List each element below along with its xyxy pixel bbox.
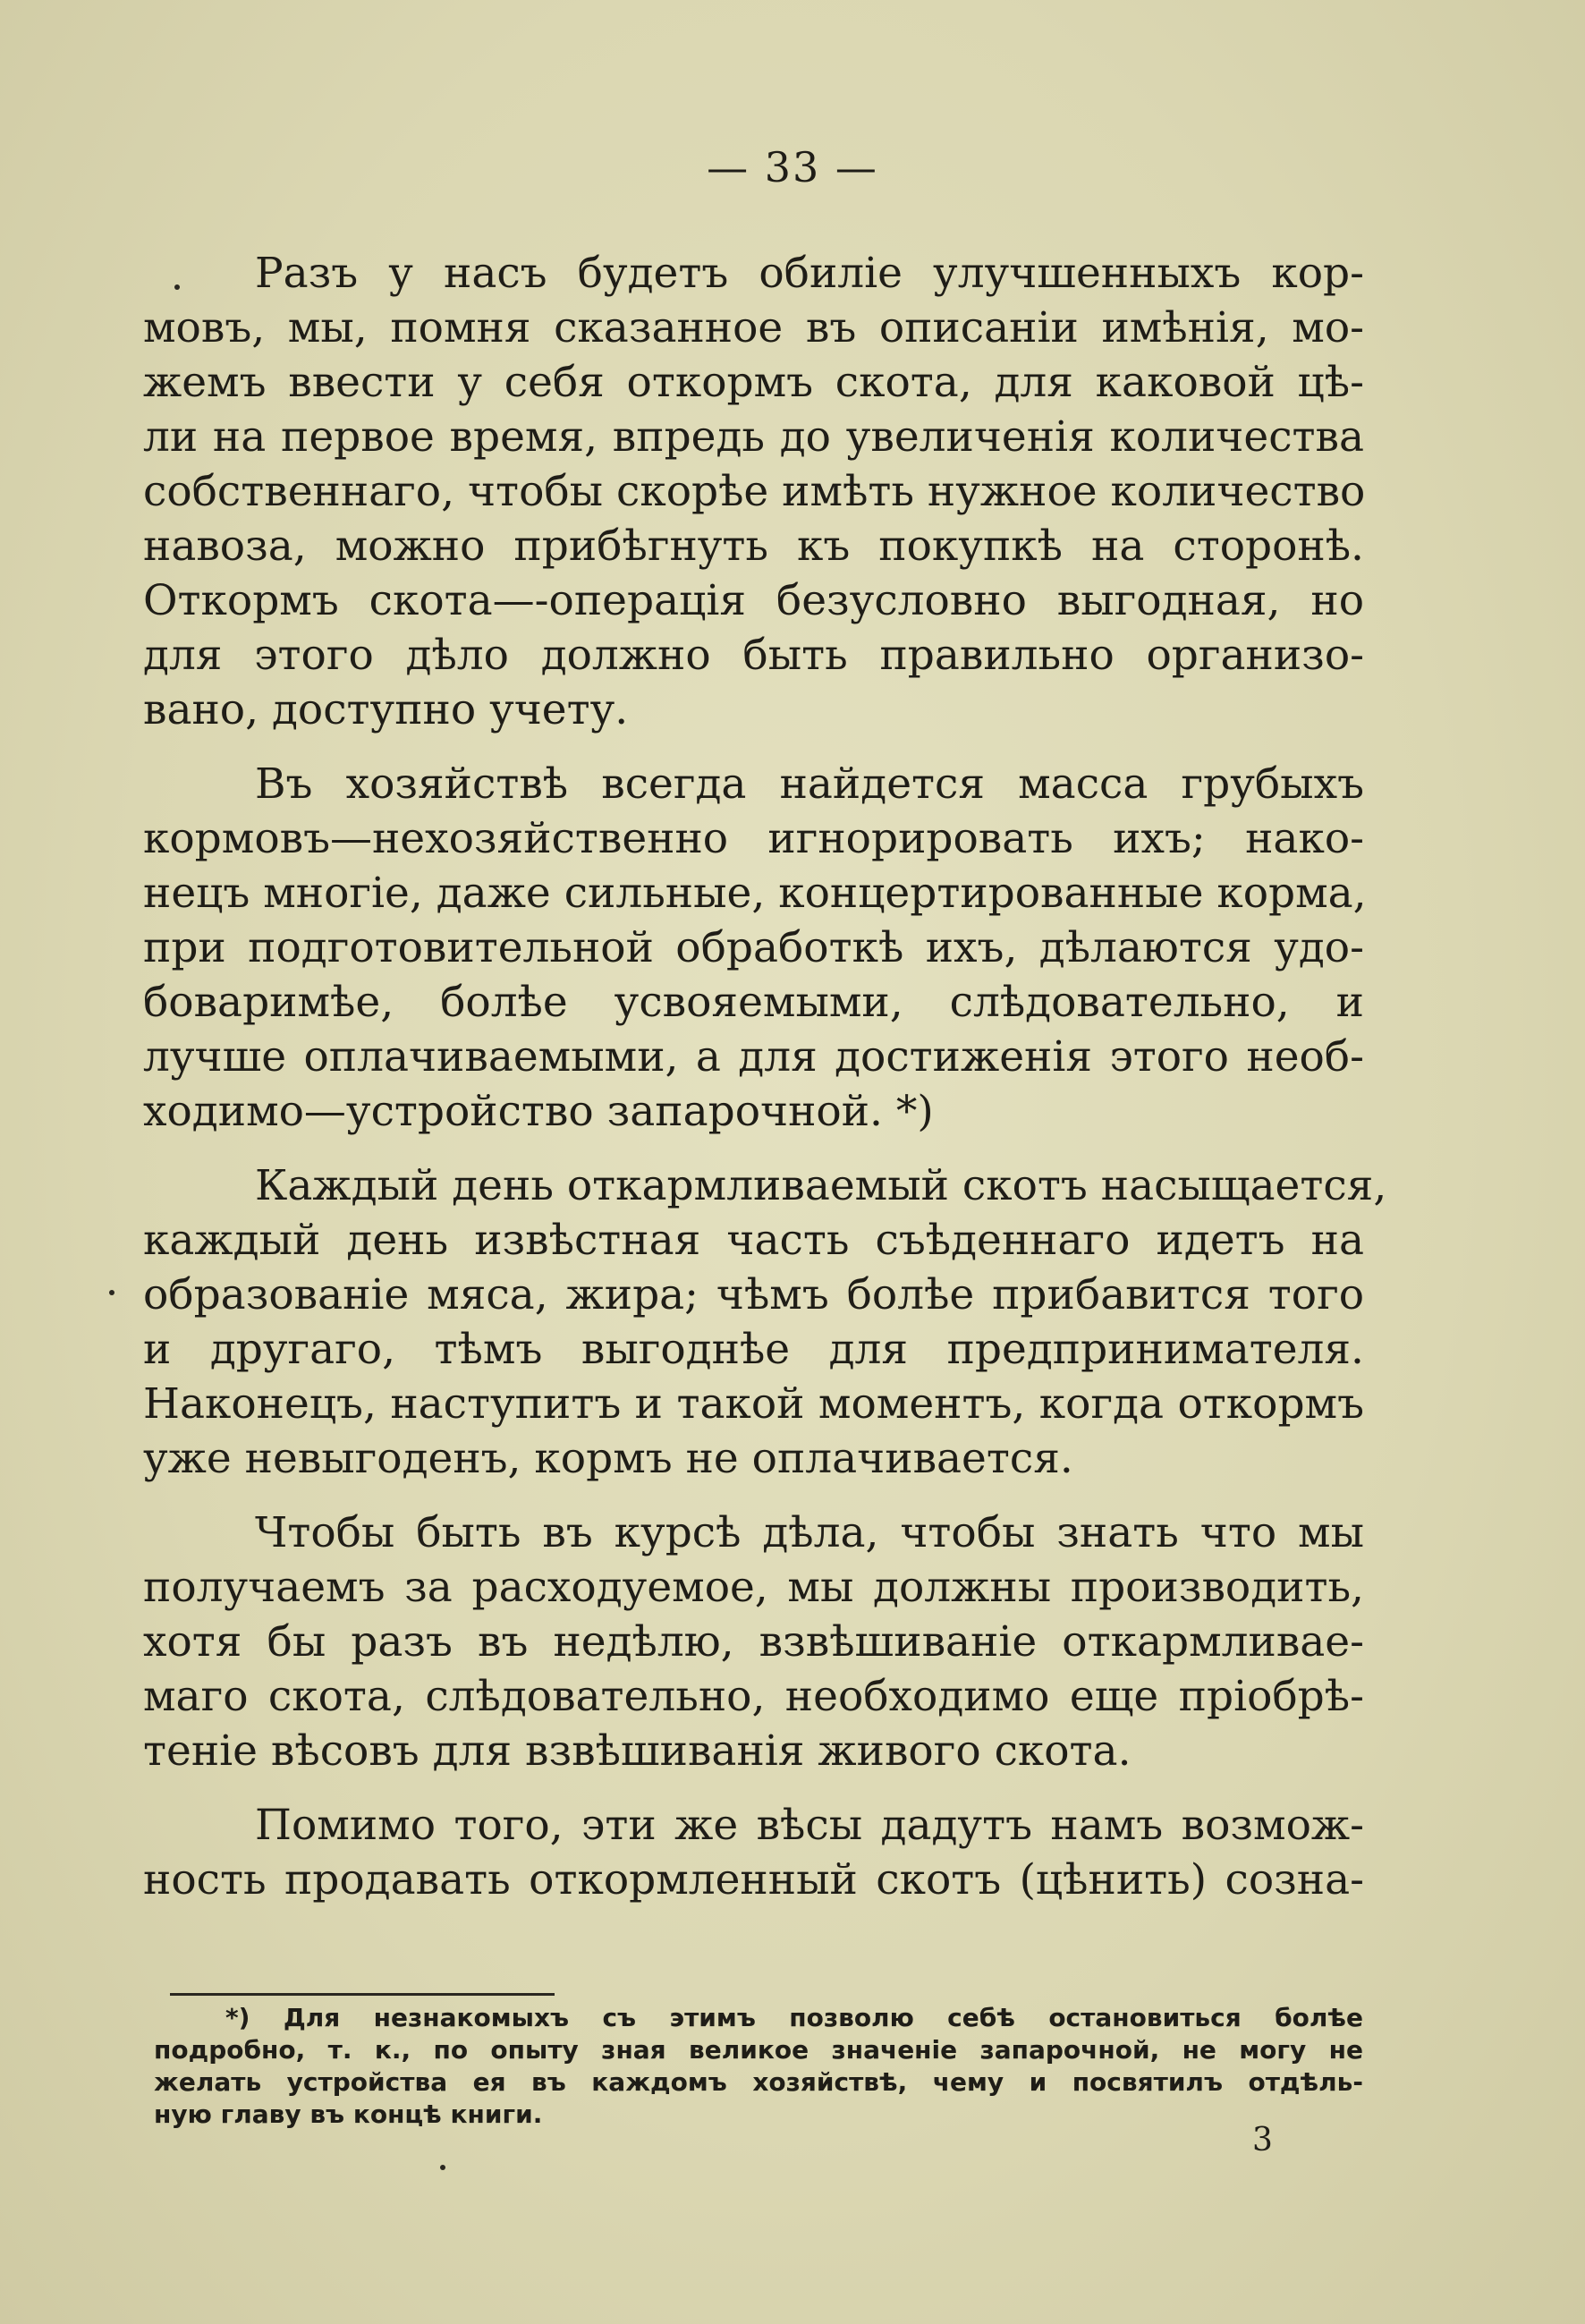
footnote-divider: [170, 1993, 555, 1996]
footnote-line: *) Для незнакомыхъ съ этимъ позволю себѣ остановиться болѣе: [225, 2003, 1363, 2032]
text-line: ность продавать откормленный скотъ (цѣнить) созна-: [143, 1855, 1364, 1904]
text-line: при подготовительной обработкѣ ихъ, дѣлаются удо-: [143, 923, 1364, 972]
text-line: хотя бы разъ въ недѣлю, взвѣшиваніе откармливае-: [143, 1617, 1364, 1667]
text-line: получаемъ за расходуемое, мы должны производить,: [143, 1563, 1364, 1612]
text-line: Помимо того, эти же вѣсы дадутъ намъ возмож-: [255, 1801, 1364, 1850]
footnote: [154, 2002, 1363, 2131]
main-text: [143, 246, 1387, 1927]
paragraph-1: [143, 246, 1364, 737]
text-line: Наконецъ, наступитъ и такой моментъ, когда откормъ: [143, 1379, 1364, 1429]
text-line: и другаго, тѣмъ выгоднѣе для предпринимателя.: [143, 1325, 1364, 1374]
text-line: уже невыгоденъ, кормъ не оплачивается.: [143, 1434, 1073, 1483]
text-line: навоза, можно прибѣгнуть къ покупкѣ на сторонѣ.: [143, 522, 1364, 571]
text-line: кормовъ—нехозяйственно игнорировать ихъ; нако-: [143, 814, 1364, 863]
paragraph-2: [143, 757, 1367, 1139]
text-line: собственнаго, чтобы скорѣе имѣть нужное количество: [143, 467, 1366, 516]
paragraph-5: [143, 1798, 1364, 1907]
paragraph-3: [143, 1158, 1387, 1486]
text-line: Разъ у насъ будетъ обиліе улучшенныхъ кор-: [255, 249, 1364, 298]
text-line: вано, доступно учету.: [143, 685, 629, 734]
footnote-line: желать устройства ея въ каждомъ хозяйствѣ, чему и посвятилъ отдѣль-: [154, 2067, 1363, 2097]
text-line: боваримѣе, болѣе усвояемыми, слѣдовательно, и: [143, 978, 1364, 1027]
text-line: теніе вѣсовъ для взвѣшиванія живого скота.: [143, 1726, 1132, 1776]
text-line: ли на первое время, впредь до увеличенія количества: [143, 412, 1364, 462]
text-line: Въ хозяйствѣ всегда найдется масса грубыхъ: [255, 759, 1364, 809]
text-line: лучше оплачиваемыми, а для достиженія этого необ-: [143, 1032, 1364, 1081]
text-line: жемъ ввести у себя откормъ скота, для каковой цѣ-: [143, 358, 1364, 407]
text-line: маго скота, слѣдовательно, необходимо еще пріобрѣ-: [143, 1672, 1364, 1721]
signature-mark: 3: [1252, 2122, 1273, 2159]
text-line: Каждый день откармливаемый скотъ насыщается,: [255, 1161, 1387, 1210]
footnote-line: ную главу въ концѣ книги.: [154, 2099, 543, 2129]
page-number: — 33 —: [707, 143, 878, 191]
text-line: для этого дѣло должно быть правильно организо-: [143, 631, 1364, 680]
text-line: Откормъ скота—-операція безусловно выгодная, но: [143, 576, 1364, 625]
text-line: образованіе мяса, жира; чѣмъ болѣе прибавится того: [143, 1270, 1364, 1319]
paragraph-4: [143, 1506, 1364, 1778]
text-line: мовъ, мы, помня сказанное въ описаніи имѣнія, мо-: [143, 303, 1364, 352]
print-speck: [174, 284, 180, 290]
text-line: нецъ многіе, даже сильные, концертированные корма,: [143, 869, 1367, 918]
text-line: Чтобы быть въ курсѣ дѣла, чтобы знать что мы: [255, 1508, 1364, 1557]
footnote-line: подробно, т. к., по опыту зная великое значеніе запарочной, не могу не: [154, 2035, 1363, 2065]
print-speck: [109, 1290, 114, 1295]
text-line: каждый день извѣстная часть съѣденнаго идетъ на: [143, 1216, 1364, 1265]
text-line: ходимо—устройство запарочной. *): [143, 1087, 934, 1136]
print-speck: [440, 2165, 445, 2170]
